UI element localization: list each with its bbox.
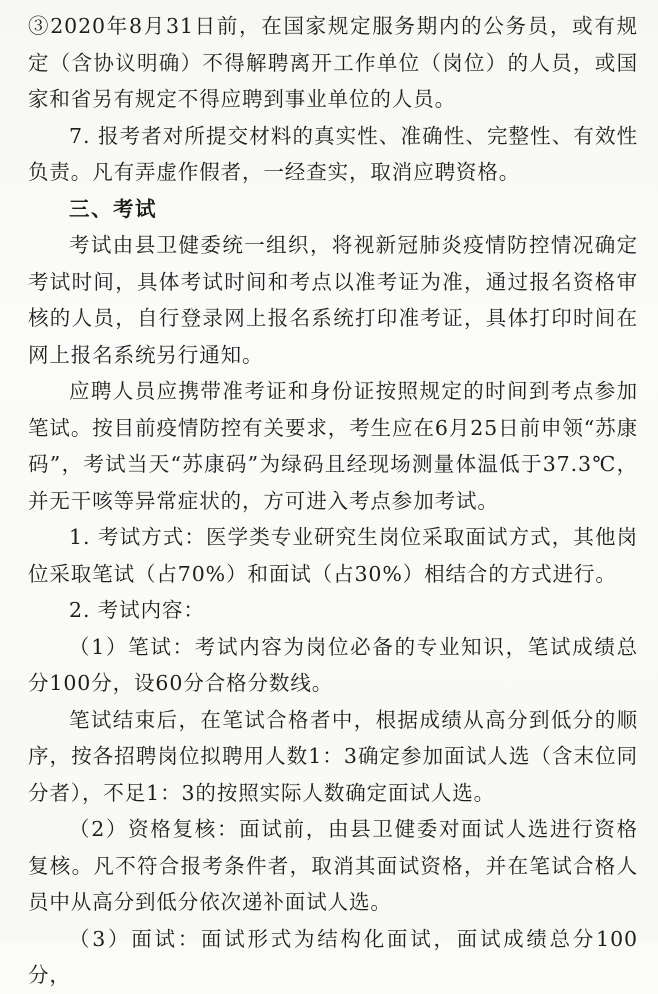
paragraph-written-test: （1）笔试：考试内容为岗位必备的专业知识，笔试成绩总分100分，设60分合格分数线。 <box>28 634 638 695</box>
paragraph-exam-method: 1. 考试方式：医学类专业研究生岗位采取面试方式，其他岗位采取笔试（占70%）和面试（占30%）相结合的方式进行。 <box>28 525 638 586</box>
section-heading-exam: 三、考试 <box>69 196 157 221</box>
paragraph-exam-requirements: 应聘人员应携带准考证和身份证按照规定的时间到考点参加笔试。按目前疫情防控有关要求，考生应在6月25日前申领“苏康码”，考试当天“苏康码”为绿码且经现场测量体温低于37.3℃，并无干咳等异常症状的，方可进入考点参加考试。 <box>28 379 638 513</box>
paragraph-interview: （3）面试：面试形式为结构化面试，面试成绩总分100分， <box>28 926 638 987</box>
paragraph-item-7: 7. 报考者对所提交材料的真实性、准确性、完整性、有效性负责。凡有弄虚作假者，一经查实，取消应聘资格。 <box>28 123 638 184</box>
paragraph-exam-content: 2. 考试内容： <box>69 598 205 622</box>
document-body <box>28 8 638 994</box>
paragraph-interview-selection: 笔试结束后，在笔试合格者中，根据成绩从高分到低分的顺序，按各招聘岗位拟聘用人数1：3确定参加面试人选（含末位同分者），不足1：3的按照实际人数确定面试人选。 <box>28 707 638 805</box>
paragraph-exam-organization: 考试由县卫健委统一组织，将视新冠肺炎疫情防控情况确定考试时间，具体考试时间和考点以准考证为准，通过报名资格审核的人员，自行登录网上报名系统打印准考证，具体打印时间在网上报名系统另行通知。 <box>28 233 638 367</box>
paragraph-qualification-review: （2）资格复核：面试前，由县卫健委对面试人选进行资格复核。凡不符合报考条件者，取消其面试资格，并在笔试合格人员中从高分到低分依次递补面试人选。 <box>28 817 638 914</box>
paragraph-clause-3: ③2020年8月31日前，在国家规定服务期内的公务员，或有规定（含协议明确）不得解聘离开工作单位（岗位）的人员，或国家和省另有规定不得应聘到事业单位的人员。 <box>28 14 638 111</box>
